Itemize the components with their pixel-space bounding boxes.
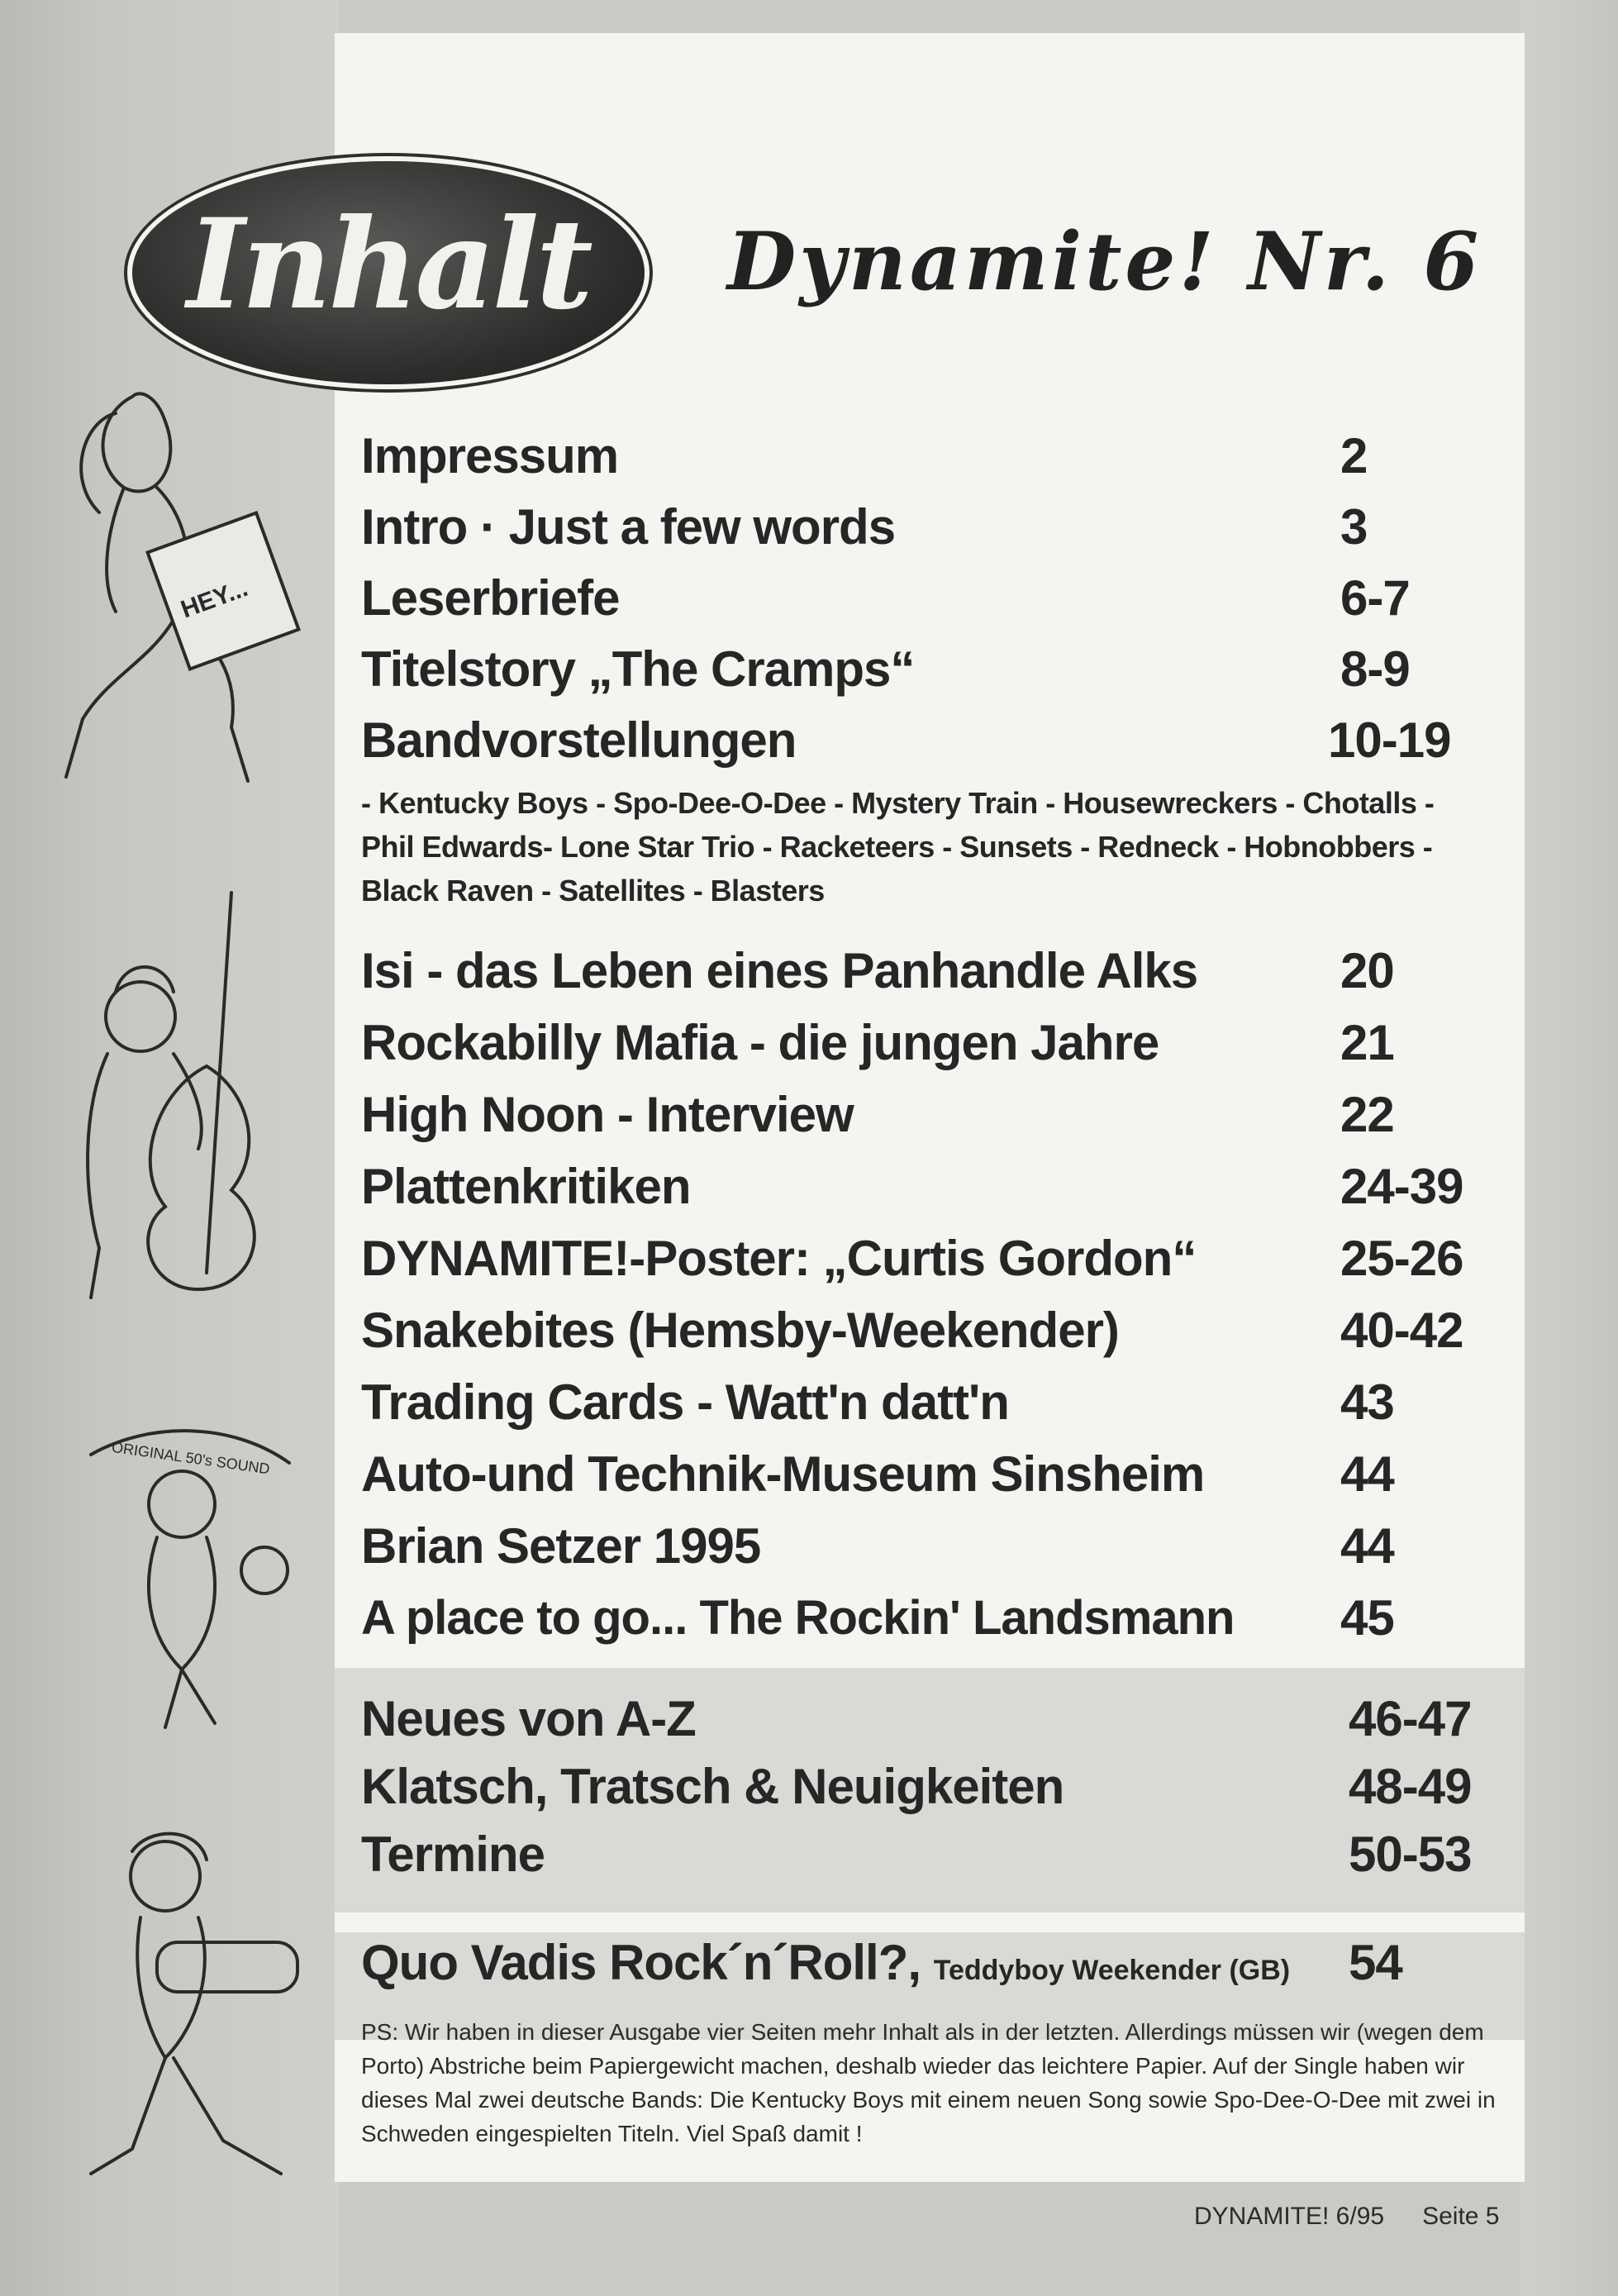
toc-label: Brian Setzer 1995 [361,1518,761,1574]
band-list [361,781,1501,912]
toc-row [361,1930,1518,1996]
toc-label [361,1930,1290,2003]
dancing-girl-illustration [66,1405,322,1736]
toc-page: 10-19 [1328,712,1451,768]
toc-page: 44 [1340,1518,1394,1574]
toc-page: 3 [1340,499,1368,555]
toc-row [361,938,1518,1004]
toc-label: Neues von A-Z [361,1691,696,1746]
quo-vadis-subtitle: Teddyboy Weekender (GB) [933,1955,1291,1986]
toc-label: Titelstory „The Cramps“ [361,641,915,697]
inhalt-badge-text: Inhalt [187,192,590,337]
toc-page: 44 [1340,1446,1394,1502]
magazine-issue-title: Dynamite! Nr. 6 [727,215,1482,308]
toc-page: 25-26 [1340,1231,1463,1286]
toc-row [361,1010,1518,1076]
toc-label: Bandvorstellungen [361,712,797,768]
toc-label: Termine [361,1827,545,1882]
toc-row [361,1822,1518,1888]
guitar-player-illustration [58,1818,339,2207]
toc-row [361,1513,1518,1579]
svg-text:HEY...: HEY... [177,574,252,624]
toc-label: Isi - das Leben eines Panhandle Alks [361,943,1198,998]
toc-label: Leserbriefe [361,570,620,626]
toc-page: 2 [1340,428,1368,483]
toc-label: Trading Cards - Watt'n datt'n [361,1374,1009,1430]
toc-page: 50-53 [1349,1827,1472,1882]
toc-label: A place to go... The Rockin' Landsmann [361,1591,1235,1645]
toc-row [361,1082,1518,1148]
toc-page: 21 [1340,1015,1394,1070]
quo-vadis-title: Quo Vadis Rock´n´Roll?, [361,1935,921,1990]
toc-label: High Noon - Interview [361,1087,854,1142]
toc-page: 24-39 [1340,1159,1463,1214]
band-list-line: - Kentucky Boys - Spo-Dee-O-Dee - Mystery Train - Housewreckers - Chotalls - [361,786,1435,820]
toc-row [361,1585,1518,1651]
right-margin-strip [1520,0,1618,2296]
footer-issue: DYNAMITE! 6/95 [1194,2203,1385,2230]
toc-row [361,1686,1518,1752]
bass-player-illustration [41,876,289,1306]
toc-label: Impressum [361,428,619,483]
toc-row [361,1154,1518,1220]
toc-row [361,1226,1518,1292]
toc-page: 22 [1340,1087,1394,1142]
toc-row [361,707,1518,774]
toc-row [361,565,1518,631]
toc-page: 20 [1340,943,1394,998]
toc-label: DYNAMITE!-Poster: „Curtis Gordon“ [361,1231,1197,1286]
toc-page: 48-49 [1349,1759,1472,1814]
toc-page: 6-7 [1340,570,1410,626]
postscript-note: PS: Wir haben in dieser Ausgabe vier Seiten mehr Inhalt als in der letzten. Allerdings müssen wir (wegen dem Porto) Abstriche beim Papiergewicht machen, deshalb wieder das leichtere Papier. Auf der Single haben wir dieses Mal zwei deutsche Bands: Die Kentucky Boys mit einem neuen Song sowie Spo-Dee-O-Dee mit zwei in Schweden eingespielten Titeln. Viel Spaß damit ! [361,2019,1496,2146]
band-list-line: Phil Edwards- Lone Star Trio - Racketeers - Sunsets - Redneck - Hobnobbers - [361,830,1433,864]
toc-label: Klatsch, Tratsch & Neuigkeiten [361,1759,1064,1814]
toc-row [361,636,1518,703]
toc-label: Plattenkritiken [361,1159,691,1214]
page-footer [1194,2203,1499,2231]
toc-page: 45 [1340,1590,1394,1646]
toc-page: 54 [1349,1935,1402,1990]
toc-page: 40-42 [1340,1303,1463,1358]
toc-row [361,1370,1518,1436]
toc-row [361,1441,1518,1508]
bleed-through-text [793,83,1504,215]
toc-page: 46-47 [1349,1691,1472,1746]
toc-row [361,494,1518,560]
toc-page: 8-9 [1340,641,1410,697]
band-list-line: Black Raven - Satellites - Blasters [361,874,825,907]
toc-page: 43 [1340,1374,1394,1430]
toc-label: Snakebites (Hemsby-Weekender) [361,1303,1119,1358]
pinup-girl-illustration [33,364,306,793]
footer-page-number: Seite 5 [1422,2203,1500,2230]
toc-label: Auto-und Technik-Museum Sinsheim [361,1446,1205,1502]
toc-label: Rockabilly Mafia - die jungen Jahre [361,1015,1159,1070]
toc-row [361,1754,1518,1820]
svg-text:ORIGINAL 50's SOUND: ORIGINAL 50's SOUND [110,1438,271,1478]
toc-row [361,1298,1518,1364]
toc-label: Intro · Just a few words [361,499,896,555]
toc-row [361,423,1518,489]
